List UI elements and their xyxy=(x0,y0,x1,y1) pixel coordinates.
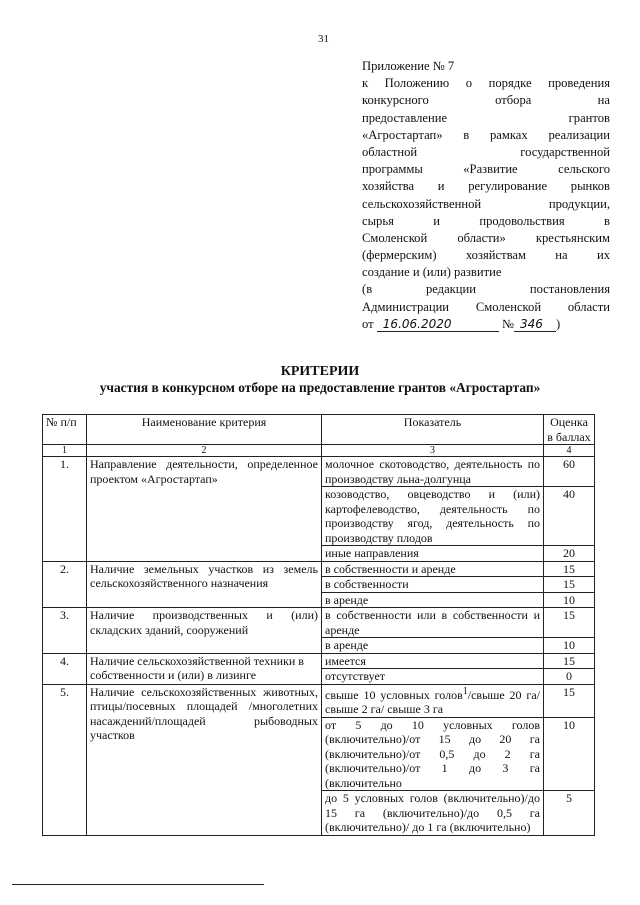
appendix-line: программы «Развитие сельского xyxy=(362,162,610,177)
handwritten-date: 16.06.2020 xyxy=(377,318,499,332)
row-number: 2. xyxy=(43,561,87,608)
row-number: 1. xyxy=(43,457,87,562)
handwritten-number: 346 xyxy=(514,318,556,332)
criterion-name: Наличие сельскохозяйственной техники в собственности и (или) в лизинге xyxy=(87,653,322,684)
appendix-line: Приложение № 7 xyxy=(362,59,455,73)
appendix-line: создание и (или) развитие xyxy=(362,265,502,280)
header-num: № п/п xyxy=(43,415,87,445)
score-value: 40 xyxy=(544,487,595,546)
score-value: 15 xyxy=(544,577,595,593)
appendix-line: предоставление грантов xyxy=(362,110,610,125)
score-value: 10 xyxy=(544,592,595,608)
table-row xyxy=(43,457,595,487)
appendix-line: (фермерским) хозяйствам на их xyxy=(362,248,610,263)
table-row xyxy=(43,561,595,577)
footnote-marker: 1 xyxy=(462,685,468,697)
appendix-line: к Положению о порядке проведения xyxy=(362,76,610,91)
number-label: № xyxy=(501,316,514,331)
indicator-text: в собственности и аренде xyxy=(322,561,544,577)
appendix-block xyxy=(362,58,610,333)
indicator-text: от 5 до 10 условных голов (включительно)/от 15 до 20 га (включительно)/от 0,5 до 2 га (включительно)/от 1 до 3 га (включительно xyxy=(322,717,544,791)
score-value: 60 xyxy=(544,457,595,487)
appendix-line: конкурсного отбора на xyxy=(362,93,610,108)
appendix-date-line xyxy=(362,316,610,333)
appendix-line: сельскохозяйственной продукции, xyxy=(362,196,610,211)
header-indicator: Показатель xyxy=(322,415,544,445)
date-prefix: от xyxy=(362,316,374,331)
indicator-text: козоводство, овцеводство и (или) картофелеводство, деятельность по производству ягод, деятельность по производству плодов xyxy=(322,487,544,546)
criteria-table xyxy=(42,414,595,836)
table-header-row xyxy=(43,415,595,445)
row-number: 5. xyxy=(43,684,87,835)
column-numbers-row xyxy=(43,445,595,457)
score-value: 15 xyxy=(544,653,595,669)
score-value: 10 xyxy=(544,638,595,654)
indicator-text: молочное скотоводство, деятельность по производству льна-долгунца xyxy=(322,457,544,487)
score-value: 15 xyxy=(544,561,595,577)
appendix-line: сырья и продовольствия в xyxy=(362,213,610,228)
indicator-text: в собственности xyxy=(322,577,544,593)
score-value: 15 xyxy=(544,608,595,638)
indicator-text: имеется xyxy=(322,653,544,669)
appendix-line: областной государственной xyxy=(362,144,610,159)
indicator-text-part: свыше 10 условных голов xyxy=(325,687,463,702)
col-number: 2 xyxy=(87,445,322,457)
indicator-text: в аренде xyxy=(322,638,544,654)
indicator-text: до 5 условных голов (включительно)/до 15 га (включительно)/до 0,5 га (включительно)/ до 1 га (включительно) xyxy=(322,791,544,836)
indicator-text: иные направления xyxy=(322,546,544,562)
row-number: 4. xyxy=(43,653,87,684)
indicator-text-part: /свыше 20 га/свыше 2 га/ свыше 3 га xyxy=(325,687,540,716)
closing-paren: ) xyxy=(555,316,561,331)
col-number: 3 xyxy=(322,445,544,457)
score-value: 0 xyxy=(544,669,595,685)
indicator-text: в аренде xyxy=(322,592,544,608)
indicator-text: в собственности или в собственности и аренде xyxy=(322,608,544,638)
document-subtitle: участия в конкурсном отборе на предоставление грантов «Агростартап» xyxy=(99,380,541,395)
score-value: 20 xyxy=(544,546,595,562)
document-title: КРИТЕРИИ xyxy=(280,364,360,379)
table-row xyxy=(43,653,595,669)
appendix-line: Администрации Смоленской области xyxy=(362,299,610,314)
criterion-name: Наличие сельскохозяйственных животных, птицы/посевных площадей /многолетних насаждений/площадей рыбоводных участков xyxy=(87,684,322,835)
footnote-separator xyxy=(12,884,264,885)
row-number: 3. xyxy=(43,608,87,654)
criterion-name: Наличие производственных и (или) складских зданий, сооружений xyxy=(87,608,322,654)
score-value: 5 xyxy=(544,791,595,836)
appendix-line: хозяйства и регулирование рынков xyxy=(362,179,610,194)
score-value: 15 xyxy=(544,684,595,717)
header-criterion: Наименование критерия xyxy=(87,415,322,445)
col-number: 1 xyxy=(43,445,87,457)
appendix-line: «Агростартап» в рамках реализации xyxy=(362,127,610,142)
criterion-name: Наличие земельных участков из земель сельскохозяйственного назначения xyxy=(87,561,322,608)
appendix-line: (в редакции постановления xyxy=(362,282,610,297)
indicator-text xyxy=(322,684,544,717)
appendix-line: Смоленской области» крестьянским xyxy=(362,230,610,245)
header-score: Оценка в баллах xyxy=(544,415,595,445)
page-number: 31 xyxy=(318,33,329,45)
score-value: 10 xyxy=(544,717,595,791)
table-row xyxy=(43,608,595,638)
table-row xyxy=(43,684,595,717)
indicator-text: отсутствует xyxy=(322,669,544,685)
col-number: 4 xyxy=(544,445,595,457)
criterion-name: Направление деятельности, определенное проектом «Агростартап» xyxy=(87,457,322,562)
